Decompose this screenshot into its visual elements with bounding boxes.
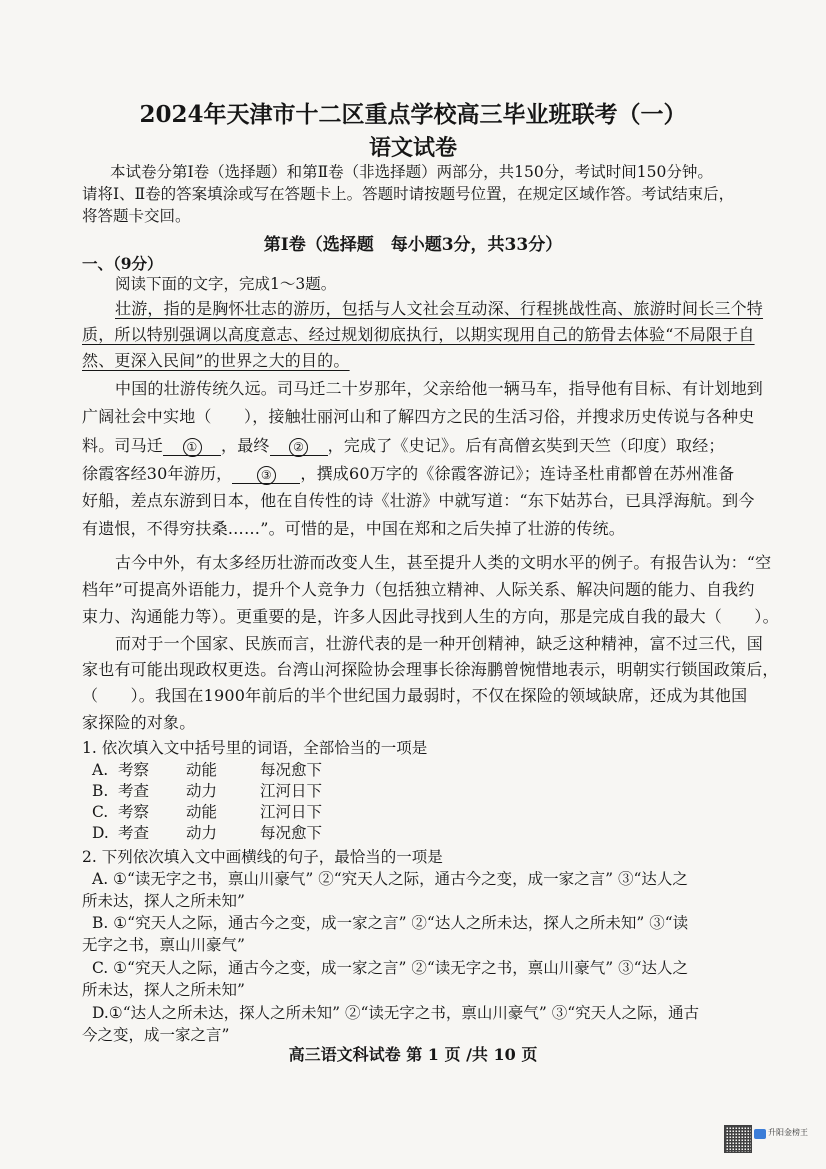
passage-p2-line-3 <box>82 436 725 456</box>
passage-p2-line-1: 中国的壮游传统久远。司马迁二十岁那年，父亲给他一辆马车，指导他有目标、有计划地到 <box>115 379 764 398</box>
blank-2-label: ② <box>289 438 308 457</box>
passage-p4-line-1: 而对于一个国家、民族而言，壮游代表的是一种开创精神，缺乏这种精神，富不过三代，国 <box>115 634 764 653</box>
q2-option-c-line-1: C. ①“究天人之际，通古今之变，成一家之言” ②“读无字之书，禀山川豪气” ③“达人之 <box>92 959 689 977</box>
q2-option-b-line-2: 无字之书，禀山川豪气” <box>82 936 245 954</box>
p2-l3-text-b: ，最终 <box>221 436 270 455</box>
exam-title: 2024年天津市十二区重点学校高三毕业班联考（一） <box>139 101 687 128</box>
q1-stem: 1. 依次填入文中括号里的词语，全部恰当的一项是 <box>82 739 428 757</box>
passage-p4-line-3: （ ）。我国在1900年前后的半个世纪国力最弱时，不仅在探险的领域缺席，还成为其他国 <box>82 686 748 705</box>
q2-option-d-line-2: 今之变，成一家之言” <box>82 1026 230 1044</box>
blank-2 <box>270 437 328 456</box>
passage-p1-line-3: 然、更深入民间”的世界之大的目的。 <box>82 351 350 370</box>
watermark-name: 升阳金榜王 <box>768 1128 808 1137</box>
watermark <box>724 1125 822 1153</box>
passage-p2-line-2: 广阔社会中实地（ ），接触壮丽河山和了解四方之民的生活习俗，并搜求历史传说与各种史 <box>82 407 755 426</box>
q1-option-a-word-3: 每况愈下 <box>260 761 323 779</box>
p2-l3-text-a: 料。司马迁 <box>82 436 164 455</box>
q1-option-c-word-1: 考察 <box>118 803 150 821</box>
q1-option-a-letter: A. <box>92 761 109 779</box>
q1-option-b-word-3: 江河日下 <box>260 782 323 800</box>
q1-option-d-word-3: 每况愈下 <box>260 824 323 842</box>
passage-p2-line-5: 好船，差点东游到日本，他在自传性的诗《壮游》中就写道：“东下姑苏台，已具浮海航。到今 <box>82 491 755 510</box>
intro-line-1: 本试卷分第Ⅰ卷（选择题）和第Ⅱ卷（非选择题）两部分，共150分，考试时间150分钟。 <box>110 163 713 181</box>
q1-option-c-word-3: 江河日下 <box>260 803 323 821</box>
passage-p1-line-1: 壮游，指的是胸怀壮志的游历，包括与人文社会互动深、行程挑战性高、旅游时间长三个特 <box>115 299 764 318</box>
blank-3-label: ③ <box>257 466 276 485</box>
passage-p1-line-2: 质，所以特别强调以高度意志、经过规划彻底执行，以期实现用自己的筋骨去体验“不局限于自 <box>82 325 755 344</box>
q2-option-d-line-1: D.①“达人之所未达，探人之所未知” ②“读无字之书，禀山川豪气” ③“究天人之际，通古 <box>92 1004 700 1022</box>
reading-instruction: 阅读下面的文字，完成1～3题。 <box>115 275 337 293</box>
q2-stem: 2. 下列依次填入文中画横线的句子，最恰当的一项是 <box>82 848 443 866</box>
section-title: 第Ⅰ卷（选择题 每小题3分，共33分） <box>263 235 563 255</box>
watermark-logo-icon <box>754 1129 766 1139</box>
blank-1 <box>163 437 221 456</box>
q1-option-d-word-2: 动力 <box>186 824 218 842</box>
q1-option-d-letter: D. <box>92 824 109 842</box>
p2-l4-text-b: ，撰成60万字的《徐霞客游记》；连诗圣杜甫都曾在苏州准备 <box>300 464 735 483</box>
qr-code-icon <box>724 1125 752 1153</box>
q2-option-b-line-1: B. ①“究天人之际，通古今之变，成一家之言” ②“达人之所未达，探人之所未知” ③“读 <box>92 914 689 932</box>
q1-option-c-letter: C. <box>92 803 109 821</box>
exam-subject: 语文试卷 <box>368 135 457 161</box>
passage-p3-line-1: 古今中外，有太多经历壮游而改变人生，甚至提升人类的文明水平的例子。有报告认为：“空 <box>115 553 772 572</box>
passage-p4-line-4: 家探险的对象。 <box>82 713 196 732</box>
blank-3 <box>232 465 300 484</box>
page-footer: 高三语文科试卷 第 1 页 /共 10 页 <box>288 1045 538 1064</box>
q1-option-a-word-2: 动能 <box>186 761 218 779</box>
q2-option-c-line-2: 所未达，探人之所未知” <box>82 981 245 999</box>
passage-p3-line-2: 档年”可提高外语能力，提升个人竞争力（包括独立精神、人际关系、解决问题的能力、自我约 <box>82 580 755 599</box>
blank-1-label: ① <box>183 438 202 457</box>
part-label: 一、（9分） <box>82 254 163 273</box>
q1-option-a-word-1: 考察 <box>118 761 150 779</box>
q1-option-c <box>92 802 322 822</box>
q1-option-b-letter: B. <box>92 782 109 800</box>
intro-line-2: 请将Ⅰ、Ⅱ卷的答案填涂或写在答题卡上。答题时请按题号位置，在规定区域作答。考试结束后， <box>82 185 735 203</box>
q2-option-a-line-2: 所未达，探人之所未知” <box>82 892 245 910</box>
q1-option-c-word-2: 动能 <box>186 803 218 821</box>
q1-option-a <box>92 760 322 780</box>
q1-option-d <box>92 823 322 843</box>
p2-l3-text-c: ，完成了《史记》。后有高僧玄奘到天竺（印度）取经； <box>327 436 725 455</box>
q1-option-d-word-1: 考查 <box>118 824 150 842</box>
passage-p4-line-2: 家也有可能出现政权更迭。台湾山河探险协会理事长徐海鹏曾惋惜地表示，明朝实行锁国政策后， <box>82 660 779 679</box>
q1-option-b-word-1: 考查 <box>118 782 150 800</box>
q2-option-a-line-1: A. ①“读无字之书，禀山川豪气” ②“究天人之际，通古今之变，成一家之言” ③“达人之 <box>92 870 688 888</box>
passage-p2-line-4 <box>82 464 734 484</box>
p2-l4-text-a: 徐霞客经30年游历， <box>82 464 233 483</box>
passage-p2-line-6: 有遗恨，不得穷扶桑……”。可惜的是，中国在郑和之后失掉了壮游的传统。 <box>82 519 625 538</box>
q1-option-b <box>92 781 322 801</box>
q1-option-b-word-2: 动力 <box>186 782 218 800</box>
passage-p3-line-3: 束力、沟通能力等）。更重要的是，许多人因此寻找到人生的方向，那是完成自我的最大（ ）。 <box>82 607 779 626</box>
intro-line-3: 将答题卡交回。 <box>82 207 191 225</box>
